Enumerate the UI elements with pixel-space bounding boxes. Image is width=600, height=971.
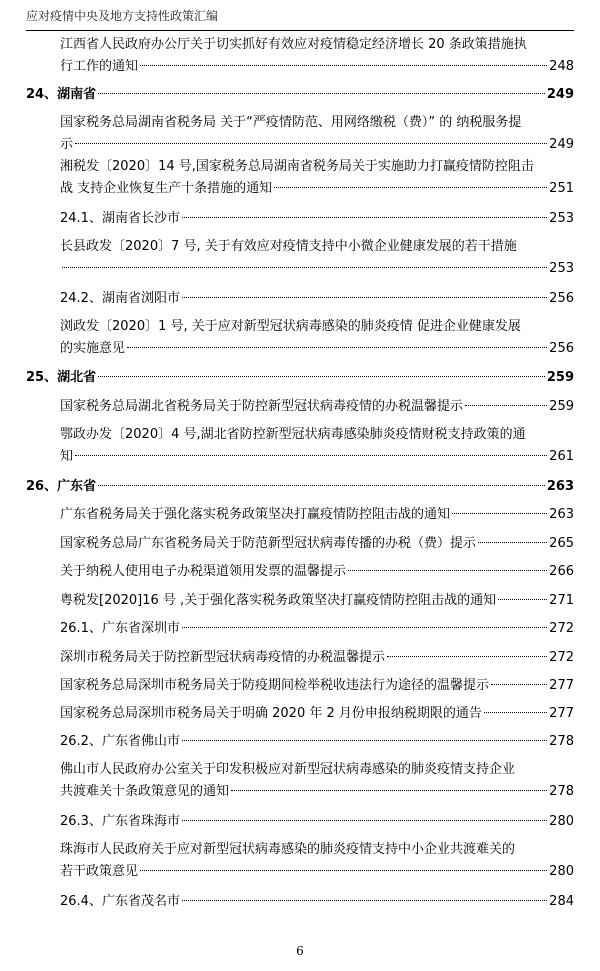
toc-entry[interactable] (26, 703, 574, 725)
toc-entry[interactable] (26, 675, 574, 697)
toc-entry-text: 共渡难关十条政策意见的通知 (60, 784, 230, 799)
dot-leader (231, 790, 547, 791)
toc-entry-text: 广东省税务局关于强化落实税务政策坚决打赢疫情防控阻击战的通知 (60, 507, 451, 522)
document-title: 应对疫情中央及地方支持性政策汇编 (26, 9, 219, 23)
dot-leader (491, 684, 547, 685)
dot-leader (98, 376, 545, 377)
toc-page-number: 280 (549, 814, 574, 829)
toc-section-heading[interactable] (26, 476, 574, 498)
toc-entry-text: 粤税发[2020]16 号 ,关于强化落实税务政策坚决打赢疫情防控阻击战的通知 (60, 593, 497, 608)
toc-page-number: 266 (549, 564, 574, 579)
toc-entry[interactable] (26, 396, 574, 418)
toc-entry[interactable] (26, 561, 574, 583)
toc-entry-text: 长县政发〔2020〕7 号, 关于有效应对疫情支持中小微企业健康发展的若干措施 (60, 239, 517, 254)
toc-entry-text: 若干政策意见 (60, 864, 139, 879)
toc-entry-text: 珠海市人民政府关于应对新型冠状病毒感染的肺炎疫情支持中小企业共渡难关的 (60, 842, 516, 857)
toc-entry-text: 行工作的通知 (60, 59, 139, 74)
page-number: 6 (296, 944, 304, 958)
toc-page-number: 259 (549, 399, 574, 414)
toc-page-number: 248 (549, 59, 574, 74)
toc-page-number: 249 (546, 87, 574, 102)
toc-entry-text: 战 支持企业恢复生产十条措施的通知 (60, 181, 273, 196)
toc-entry-text: 的实施意见 (60, 341, 126, 356)
dot-leader (182, 217, 547, 218)
toc-page-number: 263 (546, 479, 574, 494)
toc-entry-text: 26.1、广东省深圳市 (60, 621, 180, 636)
toc-entry[interactable] (26, 647, 574, 669)
toc-entry-text: 24.1、湖南省长沙市 (60, 211, 180, 226)
dot-leader (182, 297, 547, 298)
dot-leader (465, 405, 547, 406)
toc-entry[interactable] (26, 34, 574, 78)
toc-entry-text: 鄂政办发〔2020〕4 号,湖北省防控新型冠状病毒感染肺炎疫情财税支持政策的通 (60, 427, 526, 442)
toc-entry-text: 国家税务总局湖北省税务局关于防控新型冠状病毒疫情的办税温馨提示 (60, 399, 464, 414)
toc-entry-text: 国家税务总局深圳市税务局关于防疫期间检举税收违法行为途径的温馨提示 (60, 678, 490, 693)
toc-section-heading[interactable] (26, 84, 574, 106)
toc-page-number: 256 (549, 291, 574, 306)
dot-leader (478, 542, 547, 543)
toc-entry[interactable] (26, 236, 574, 280)
toc-entry[interactable] (26, 112, 574, 156)
toc-page-number: 249 (549, 137, 574, 152)
toc-entry-text: 26、广东省 (26, 479, 97, 494)
dot-leader (98, 485, 545, 486)
toc-entry-text: 佛山市人民政府办公室关于印发积极应对新型冠状病毒感染的肺炎疫情支持企业 (60, 762, 516, 777)
toc-entry[interactable] (26, 759, 574, 803)
dot-leader (274, 187, 547, 188)
toc-entry[interactable] (26, 156, 574, 200)
toc-page-number: 272 (549, 650, 574, 665)
toc-entry-text: 知 (60, 449, 74, 464)
toc-entry-text: 26.2、广东省佛山市 (60, 734, 180, 749)
page-header (26, 8, 574, 31)
toc-page-number: 280 (549, 864, 574, 879)
toc-entry-text: 25、湖北省 (26, 370, 97, 385)
toc-entry[interactable] (26, 288, 574, 310)
toc-page-number: 251 (549, 181, 574, 196)
dot-leader (182, 820, 547, 821)
toc-entry[interactable] (26, 731, 574, 753)
toc-entry-text: 关于纳税人使用电子办税渠道领用发票的温馨提示 (60, 564, 347, 579)
dot-leader (348, 570, 547, 571)
toc-entry-text: 国家税务总局深圳市税务局关于明确 2020 年 2 月份申报纳税期限的通告 (60, 706, 482, 721)
toc-entry[interactable] (26, 839, 574, 883)
toc-entry-text: 24、湖南省 (26, 87, 97, 102)
toc-entry[interactable] (26, 618, 574, 640)
toc-entry[interactable] (26, 891, 574, 913)
dot-leader (182, 900, 547, 901)
toc-entry-text: 26.3、广东省珠海市 (60, 814, 180, 829)
toc-page-number: 265 (549, 536, 574, 551)
dot-leader (75, 143, 547, 144)
dot-leader (182, 740, 547, 741)
toc-entry-text: 江西省人民政府办公厅关于切实抓好有效应对疫情稳定经济增长 20 条政策措施执 (60, 37, 527, 52)
dot-leader (62, 267, 547, 268)
toc-entry-text: 国家税务总局广东省税务局关于防范新型冠状病毒传播的办税（费）提示 (60, 536, 477, 551)
dot-leader (182, 627, 547, 628)
toc-entry-text: 湘税发〔2020〕14 号,国家税务总局湖南省税务局关于实施助力打赢疫情防控阻击 (60, 159, 534, 174)
dot-leader (127, 347, 547, 348)
toc-entry[interactable] (26, 590, 574, 612)
toc-entry[interactable] (26, 424, 574, 468)
toc-entry[interactable] (26, 504, 574, 526)
dot-leader (98, 93, 545, 94)
toc-page-number: 278 (549, 734, 574, 749)
dot-leader (75, 455, 547, 456)
toc-page-number: 272 (549, 621, 574, 636)
toc-entry-text: 国家税务总局湖南省税务局 关于“严疫情防范、用网络缴税（费）” 的 纳税服务提 (60, 115, 522, 130)
dot-leader (140, 65, 547, 66)
toc-page-number: 259 (546, 370, 574, 385)
toc-entry-text: 26.4、广东省茂名市 (60, 894, 180, 909)
toc-page-number: 253 (549, 211, 574, 226)
toc-page-number: 261 (549, 449, 574, 464)
toc-page-number: 271 (549, 593, 574, 608)
toc-entry-text: 24.2、湖南省浏阳市 (60, 291, 180, 306)
toc-entry-text: 浏政发〔2020〕1 号, 关于应对新型冠状病毒感染的肺炎疫情 促进企业健康发展 (60, 319, 521, 334)
dot-leader (452, 513, 547, 514)
toc-page-number: 278 (549, 784, 574, 799)
dot-leader (498, 599, 547, 600)
toc-page-number: 263 (549, 507, 574, 522)
toc-entry-text: 深圳市税务局关于防控新型冠状病毒疫情的办税温馨提示 (60, 650, 386, 665)
toc-page-number: 284 (549, 894, 574, 909)
toc-page-number: 256 (549, 341, 574, 356)
dot-leader (140, 870, 547, 871)
toc-page-number: 277 (549, 706, 574, 721)
toc-entry[interactable] (26, 811, 574, 833)
dot-leader (387, 656, 547, 657)
toc-page-number: 277 (549, 678, 574, 693)
toc-entry[interactable] (26, 208, 574, 230)
toc-entry[interactable] (26, 533, 574, 555)
dot-leader (484, 712, 547, 713)
toc-section-heading[interactable] (26, 367, 574, 389)
toc-page-number: 253 (549, 261, 574, 276)
toc-entry[interactable] (26, 316, 574, 360)
toc-entry-text: 示 (60, 137, 74, 152)
